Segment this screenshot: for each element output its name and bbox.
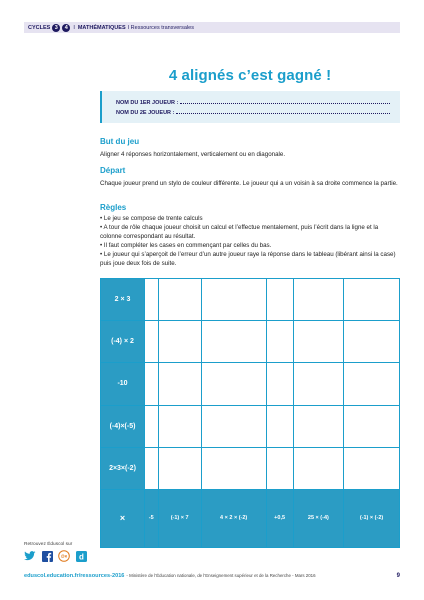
- but-text: Aligner 4 réponses horizontalement, verticalement ou en diagonale.: [100, 151, 286, 158]
- cycle-3-badge: 3: [52, 24, 60, 32]
- subject-label: MATHÉMATIQUES: [77, 24, 126, 31]
- grid-cell[interactable]: [293, 405, 343, 447]
- page-title: 4 alignés c’est gagné !: [168, 67, 332, 84]
- col-label: (-1) × (-2): [344, 489, 400, 547]
- row-label: (-4) × 2: [101, 321, 145, 363]
- players-box: [100, 91, 400, 123]
- header-bar: [24, 22, 400, 33]
- col-label: 25 × (-4): [293, 489, 343, 547]
- cycles-label: CYCLES: [28, 24, 51, 31]
- svg-text:d: d: [78, 552, 84, 562]
- col-label: 4 × 2 × (-2): [201, 489, 266, 547]
- regles-heading: Règles: [100, 203, 127, 212]
- grid-cell[interactable]: [201, 405, 266, 447]
- player2-label: NOM DU 2E JOUEUR :: [116, 110, 175, 116]
- grid-cell[interactable]: [293, 279, 343, 321]
- row-label: 2 × 3: [101, 279, 145, 321]
- corner-times-symbol: ×: [101, 489, 145, 547]
- grid-cell[interactable]: [266, 279, 293, 321]
- grid-cell[interactable]: [266, 363, 293, 405]
- player1-row: [116, 99, 390, 109]
- grid-cell[interactable]: [266, 321, 293, 363]
- grid-cell[interactable]: [266, 447, 293, 489]
- header-separator: I: [73, 24, 75, 31]
- grid-cell[interactable]: [344, 321, 400, 363]
- row-label: 2×3×(-2): [101, 447, 145, 489]
- grid-cell[interactable]: [201, 447, 266, 489]
- regle-item: • A tour de rôle chaque joueur choisit un calcul et l’effectue mentalement, puis l’écrit dans la ligne et la colonne correspondant au résultat.: [100, 224, 379, 240]
- depart-text: Chaque joueur prend un stylo de couleur différente. Le joueur qui a un voisin à sa droite commence la partie.: [100, 180, 398, 187]
- grid-cell[interactable]: [145, 279, 159, 321]
- facebook-icon[interactable]: [41, 550, 53, 562]
- grid-cell[interactable]: [344, 363, 400, 405]
- grid-cell[interactable]: [158, 447, 201, 489]
- game-grid: [100, 278, 400, 548]
- row-label: -10: [101, 363, 145, 405]
- retrouvez-label: Retrouvez Éduscol sur: [24, 542, 73, 547]
- education-icon[interactable]: [58, 550, 70, 562]
- col-label: (-1) × 7: [158, 489, 201, 547]
- grid-cell[interactable]: [145, 363, 159, 405]
- player1-name-field[interactable]: [180, 99, 390, 104]
- depart-heading: Départ: [100, 166, 126, 175]
- grid-cell[interactable]: [158, 279, 201, 321]
- footer: [24, 573, 400, 579]
- grid-cell[interactable]: [201, 363, 266, 405]
- social-links: [24, 550, 87, 562]
- grid-cell[interactable]: [344, 447, 400, 489]
- grid-cell[interactable]: [293, 321, 343, 363]
- svg-text:@e: @e: [60, 553, 68, 559]
- regle-item: • Le joueur qui s’aperçoit de l’erreur d’un autre joueur raye la réponse dans le tableau (libérant ainsi la case) puis joue deux fois de suite.: [100, 251, 396, 267]
- col-label: -5: [145, 489, 159, 547]
- regles-list: [100, 214, 400, 268]
- twitter-icon[interactable]: [24, 550, 36, 562]
- row-label: (-4)×(-5): [101, 405, 145, 447]
- regle-item: • Le jeu se compose de trente calculs: [100, 215, 203, 222]
- but-heading: But du jeu: [100, 137, 140, 146]
- grid-cell[interactable]: [293, 447, 343, 489]
- page-number: 9: [396, 573, 400, 579]
- grid-cell[interactable]: [158, 321, 201, 363]
- cycle-4-badge: 4: [62, 24, 70, 32]
- player1-label: NOM DU 1ER JOUEUR :: [116, 100, 179, 106]
- grid-cell[interactable]: [158, 363, 201, 405]
- grid-cell[interactable]: [344, 405, 400, 447]
- grid-cell[interactable]: [201, 321, 266, 363]
- col-label: +0,5: [266, 489, 293, 547]
- grid-cell[interactable]: [145, 321, 159, 363]
- player2-name-field[interactable]: [176, 109, 390, 114]
- grid-cell[interactable]: [293, 363, 343, 405]
- player2-row: [116, 109, 390, 119]
- grid-cell[interactable]: [158, 405, 201, 447]
- regle-item: • Il faut compléter les cases en commençant par celles du bas.: [100, 242, 272, 249]
- section-label: I Ressources transversales: [127, 24, 194, 31]
- grid-cell[interactable]: [145, 447, 159, 489]
- ministry-text: - Ministère de l’Éducation nationale, de l’Enseignement supérieur et de la Recherche - Mars 2016: [126, 573, 316, 578]
- grid-cell[interactable]: [145, 405, 159, 447]
- eduscol-link[interactable]: eduscol.education.fr/ressources-2016: [24, 573, 125, 579]
- dailymotion-icon[interactable]: [75, 550, 87, 562]
- grid-cell[interactable]: [344, 279, 400, 321]
- grid-cell[interactable]: [266, 405, 293, 447]
- grid-cell[interactable]: [201, 279, 266, 321]
